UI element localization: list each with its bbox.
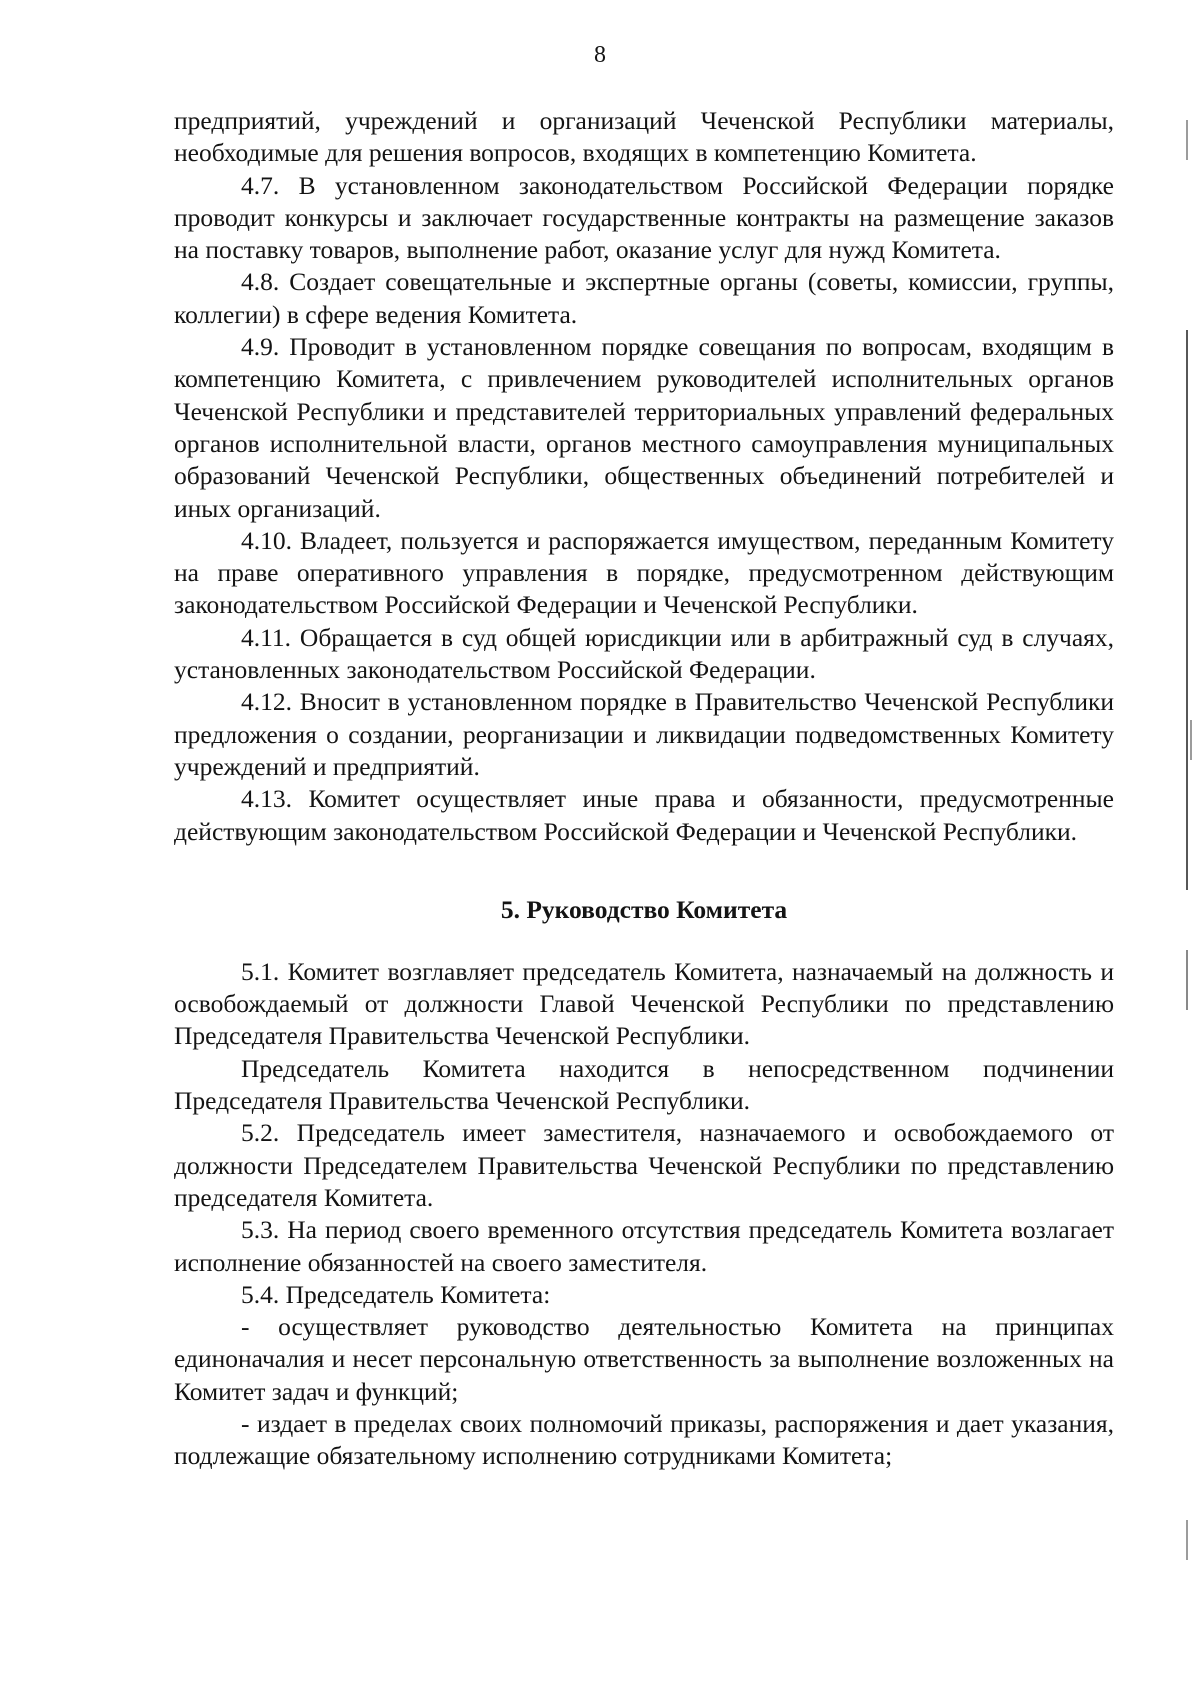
paragraph-5-1: 5.1. Комитет возглавляет председатель Комитета, назначаемый на должность и освобождаемый от должности Главой Чеченской Республики по представлению Председателя Правительства Чеченской Республики. bbox=[174, 956, 1114, 1051]
scan-edge-line bbox=[1186, 1520, 1188, 1560]
paragraph-4-10: 4.10. Владеет, пользуется и распоряжается имуществом, переданным Комитету на праве оперативного управления в порядке, предусмотренном действующим законодательством Российской Федерации и Чеченской Республики. bbox=[174, 525, 1114, 620]
paragraph-4-11: 4.11. Обращается в суд общей юрисдикции или в арбитражный суд в случаях, установленных законодательством Российской Федерации. bbox=[174, 622, 1114, 685]
paragraph-5-2: 5.2. Председатель имеет заместителя, назначаемого и освобождаемого от должности Председателем Правительства Чеченской Республики по представлению председателя Комитета. bbox=[174, 1118, 1114, 1212]
paragraph-continuation: предприятий, учреждений и организаций Чеченской Республики материалы, необходимые для решения вопросов, входящих в компетенцию Комитета. bbox=[174, 106, 1114, 168]
scan-edge-line bbox=[1186, 120, 1188, 160]
scan-edge-line bbox=[1186, 950, 1188, 1010]
paragraph-4-9: 4.9. Проводит в установленном порядке совещания по вопросам, входящим в компетенцию Комитета, с привлечением руководителей исполнительных органов Чеченской Республики и представителей территориальных управлений федеральных органов исполнительной власти, органов местного самоуправления муниципальных образований Чеченской Республики, общественных объединений потребителей и иных организаций. bbox=[174, 332, 1114, 523]
document-body bbox=[174, 105, 1114, 1473]
page-number: 8 bbox=[594, 42, 606, 68]
paragraph-4-12: 4.12. Вносит в установленном порядке в Правительство Чеченской Республики предложения о создании, реорганизации и ликвидации подведомственных Комитету учреждений и предприятий. bbox=[174, 687, 1114, 781]
paragraph-4-13: 4.13. Комитет осуществляет иные права и обязанности, предусмотренные действующим законодательством Российской Федерации и Чеченской Республики. bbox=[174, 784, 1114, 846]
paragraph-4-8: 4.8. Создает совещательные и экспертные органы (советы, комиссии, группы, коллегии) в сфере ведения Комитета. bbox=[174, 267, 1114, 329]
paragraph-5-1-subordination: Председатель Комитета находится в непосредственном подчинении Председателя Правительства Чеченской Республики. bbox=[174, 1053, 1114, 1116]
section-heading: 5. Руководство Комитета bbox=[500, 894, 788, 924]
scan-edge-line bbox=[1186, 330, 1188, 890]
list-item-leadership: - осуществляет руководство деятельностью Комитета на принципах единоначалия и несет персональную ответственность за выполнение возложенных на Комитет задач и функций; bbox=[174, 1312, 1114, 1406]
paragraph-4-7: 4.7. В установленном законодательством Российской Федерации порядке проводит конкурсы и заключает государственные контракты на размещение заказов на поставку товаров, выполнение работ, оказание услуг для нужд Комитета. bbox=[174, 170, 1114, 265]
list-item-orders: - издает в пределах своих полномочий приказы, распоряжения и дает указания, подлежащие обязательному исполнению сотрудниками Комитета; bbox=[174, 1408, 1114, 1471]
paragraph-5-3: 5.3. На период своего временного отсутствия председатель Комитета возлагает исполнение обязанностей на своего заместителя. bbox=[174, 1215, 1114, 1277]
scan-edge-line bbox=[1190, 720, 1192, 760]
paragraph-5-4: 5.4. Председатель Комитета: bbox=[241, 1279, 551, 1309]
